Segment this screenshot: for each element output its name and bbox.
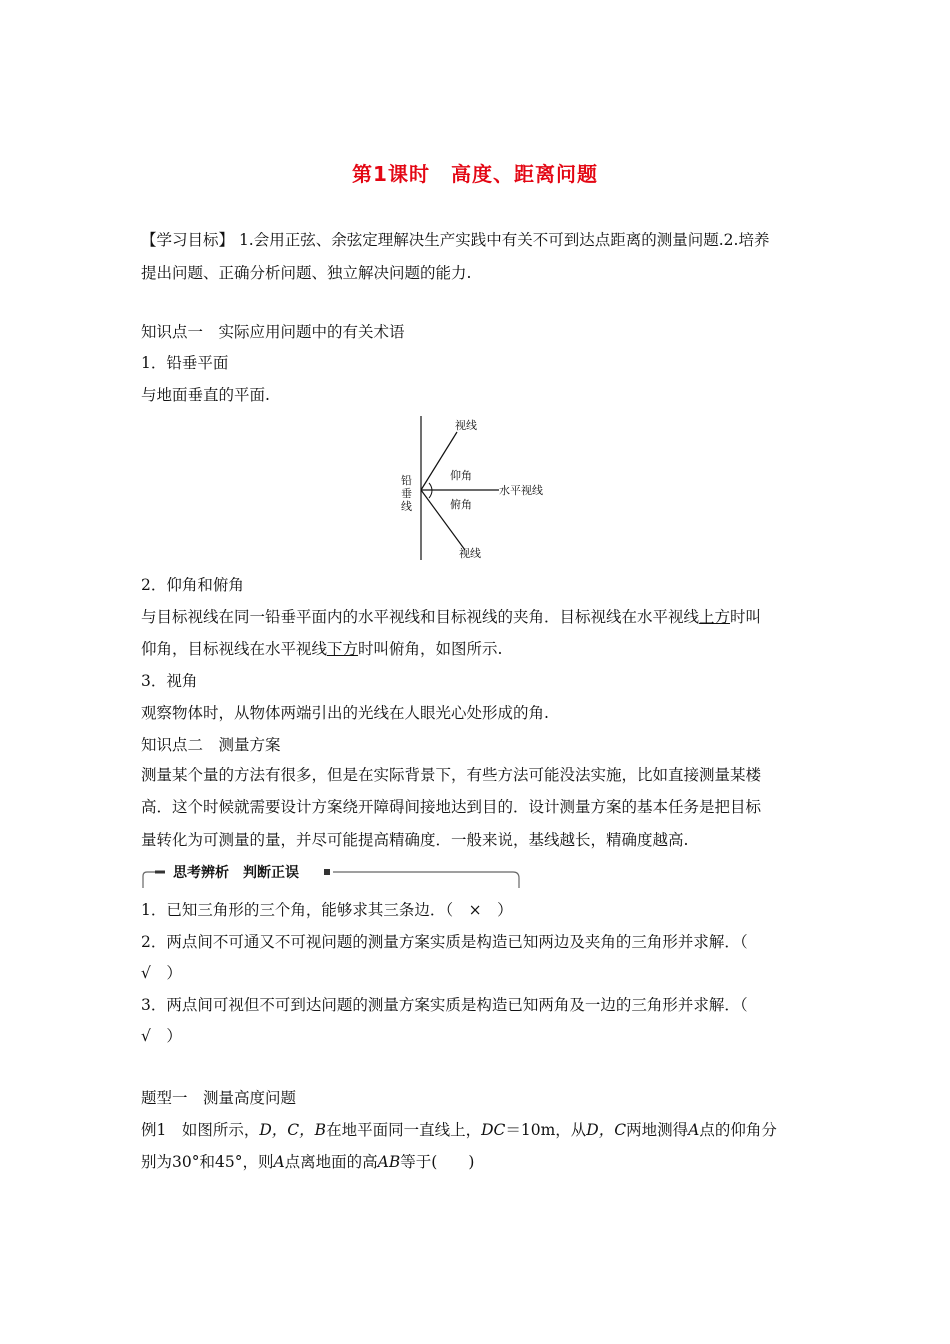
elevation-depression-diagram — [395, 410, 565, 565]
label-elevation: 仰角 — [450, 469, 472, 482]
kp2-heading: 知识点二 测量方案 — [141, 736, 281, 754]
judge-q3-line-1: 3．两点间可视但不可到达问题的测量方案实质是构造已知两角及一边的三角形并求解．（ — [141, 996, 748, 1014]
judge-q1: 1．已知三角形的三个角，能够求其三条边．（ × ） — [141, 901, 513, 919]
kp1-s2-title: 2．仰角和俯角 — [141, 576, 244, 594]
label-horizontal: 水平视线 — [499, 484, 543, 497]
objectives-line-1 — [141, 229, 813, 251]
label-sight-bottom: 视线 — [459, 547, 481, 560]
points-dc: D，C — [586, 1121, 627, 1139]
example-text-2: ＝10m，从 — [505, 1121, 587, 1139]
elevation-arc — [429, 483, 432, 490]
example-text-7: 等于( ) — [400, 1153, 475, 1171]
kp2-line-3: 量转化为可测量的量，并尽可能提高精确度．一般来说，基线越长，精确度越高. — [141, 831, 689, 849]
answer-above: 上方 — [699, 608, 731, 626]
judge-q2-line-1: 2．两点间不可通又不可视问题的测量方案实质是构造已知两边及夹角的三角形并求解．（ — [141, 933, 748, 951]
example-text-4: 点的仰角分 — [699, 1121, 777, 1139]
label-plumb-2: 垂 — [401, 487, 412, 500]
kp2-line-1: 测量某个量的方法有很多，但是在实际背景下，有些方法可能没法实施，比如直接测量某楼 — [141, 766, 762, 784]
objectives-label: 【学习目标】 — [141, 231, 235, 249]
label-plumb-1: 铅 — [401, 474, 412, 487]
example-line-2 — [141, 1151, 813, 1173]
label-depression: 俯角 — [450, 498, 472, 511]
kp1-s1-text: 与地面垂直的平面. — [141, 386, 270, 404]
kp1-heading: 知识点一 实际应用问题中的有关术语 — [141, 323, 405, 341]
point-a-2: A — [273, 1153, 285, 1171]
example-line-1 — [141, 1119, 813, 1141]
banner-left-bracket — [143, 872, 155, 888]
point-a: A — [688, 1121, 700, 1139]
segment-ab: AB — [377, 1153, 401, 1171]
example-label: 例1 如图所示， — [141, 1121, 260, 1139]
kp1-s2-line-1 — [141, 606, 813, 628]
depression-arc — [429, 490, 432, 498]
kp2-line-2: 高．这个时候就需要设计方案绕开障碍间接地达到目的．设计测量方案的基本任务是把目标 — [141, 798, 762, 816]
label-plumb-3: 线 — [401, 500, 412, 513]
example-text-3: 两地测得 — [626, 1121, 689, 1139]
objectives-line-2: 提出问题、正确分析问题、独立解决问题的能力. — [141, 264, 472, 282]
answer-below: 下方 — [327, 640, 359, 658]
kp1-s2-line-2 — [141, 638, 813, 660]
kp1-s2-text-a: 与目标视线在同一铅垂平面内的水平视线和目标视线的夹角．目标视线在水平视线 — [141, 608, 700, 626]
label-sight-top: 视线 — [455, 419, 477, 432]
example-text-5: 别为30°和45°，则 — [141, 1153, 274, 1171]
kp1-s2-text-d: 时叫俯角，如图所示. — [358, 640, 503, 658]
banner-square-icon — [324, 869, 330, 875]
kp1-s3-title: 3．视角 — [141, 672, 198, 690]
objectives-text-1: 1.会用正弦、余弦定理解决生产实践中有关不可到达点距离的测量问题.2.培养 — [234, 231, 770, 249]
judge-q3-line-2: √ ） — [141, 1027, 182, 1045]
judge-q2-line-2: √ ） — [141, 964, 182, 982]
kp1-s3-text: 观察物体时，从物体两端引出的光线在人眼光心处形成的角. — [141, 704, 549, 722]
kp1-s2-text-b: 时叫 — [730, 608, 762, 626]
points-dcb: D，C，B — [259, 1121, 327, 1139]
kp1-s2-text-c: 仰角，目标视线在水平视线 — [141, 640, 328, 658]
banner-right-bracket — [513, 872, 519, 888]
page-title: 第1课时 高度、距离问题 — [352, 162, 598, 186]
example-text-1: 在地平面同一直线上， — [326, 1121, 482, 1139]
kp1-s1-title: 1．铅垂平面 — [141, 354, 229, 372]
think-label: 思考辨析 判断正误 — [173, 865, 299, 881]
example-text-6: 点离地面的高 — [284, 1153, 378, 1171]
segment-dc: DC — [481, 1121, 506, 1139]
think-banner — [141, 862, 521, 890]
type1-heading: 题型一 测量高度问题 — [141, 1089, 297, 1107]
